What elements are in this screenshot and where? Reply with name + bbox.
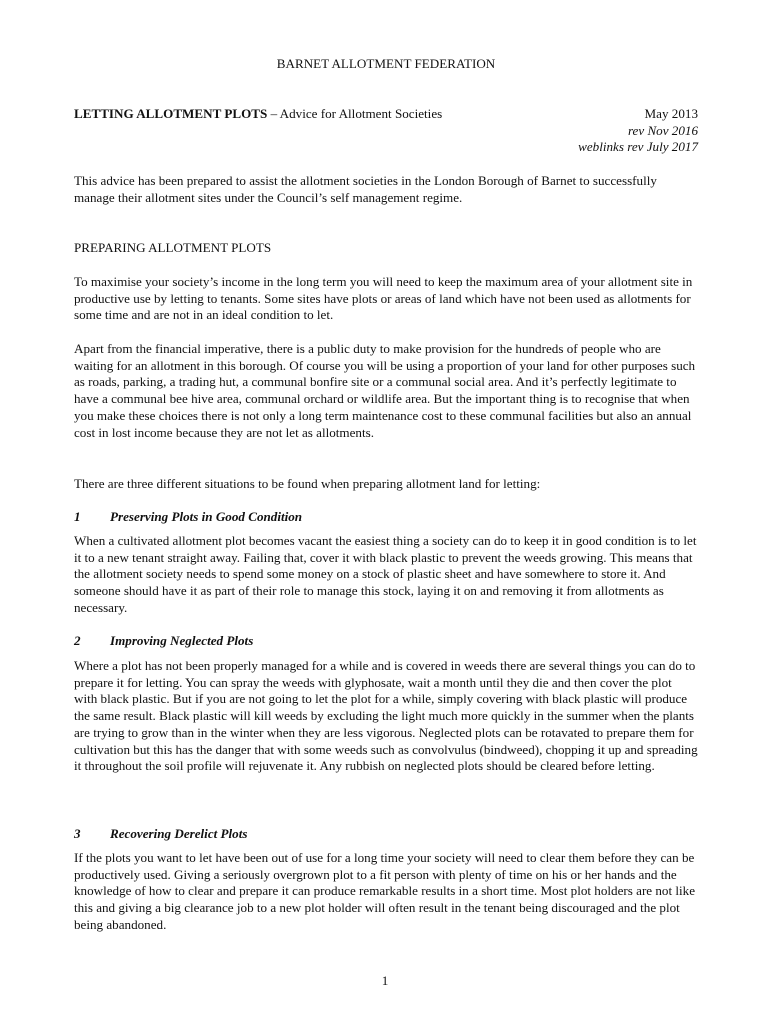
document-title-bold: LETTING ALLOTMENT PLOTS: [74, 106, 268, 121]
document-title-subtitle: – Advice for Allotment Societies: [267, 106, 443, 121]
page-number: 1: [381, 973, 389, 988]
paragraph: To maximise your society’s income in the long term you will need to keep the maximum area of your allotment site in productive use by letting to tenants. Some sites have plots or areas of land which have not been used as allotments for some time and are not in an ideal condition to let.: [74, 274, 693, 323]
subsection-title: Preserving Plots in Good Condition: [110, 509, 303, 524]
subsection-title: Improving Neglected Plots: [110, 633, 254, 648]
subsection-heading: [74, 509, 698, 526]
revision-info: [578, 106, 698, 156]
subsection-number: 1: [74, 509, 81, 524]
document-title: [74, 106, 442, 123]
section-heading: PREPARING ALLOTMENT PLOTS: [74, 240, 272, 255]
subsection-number: 2: [74, 633, 81, 648]
subsection-title: Recovering Derelict Plots: [110, 826, 248, 841]
revision-date: rev Nov 2016: [627, 122, 698, 138]
subsection-number: 3: [74, 826, 81, 841]
document-date: May 2013: [644, 106, 698, 121]
paragraph: There are three different situations to be found when preparing allotment land for letting:: [74, 476, 541, 491]
paragraph: Apart from the financial imperative, there is a public duty to make provision for the hundreds of people who are waiting for an allotment in this borough. Of course you will be using a proportion of your land for other purposes such as roads, parking, a trading hut, a communal bonfire site or a communal social area. And it’s perfectly legitimate to have a communal bee hive area, communal orchard or wildlife area. But the important thing is to recognise that when you make these choices there is not only a long term maintenance cost to these communal facilities but also an annual cost in lost income because they are not let as allotments.: [74, 341, 696, 440]
subsection-heading: [74, 633, 698, 650]
subsection-paragraph: If the plots you want to let have been out of use for a long time your society will need to clear them before they can be productively used. Giving a seriously overgrown plot to a fit person with plenty of time on his or her hands and the knowledge of how to clear and prepare it can produce remarkable results in a short time. Most plot holders are not like this and giving a big clearance job to a new plot holder will often result in the tenant being discouraged and the plot being abandoned.: [74, 850, 696, 932]
subsection-paragraph: When a cultivated allotment plot becomes vacant the easiest thing a society can do to keep it in good condition is to let it to a new tenant straight away. Failing that, cover it with black plastic to prevent the weeds growing. This means that the allotment society needs to spend some money on a stock of plastic sheet and have somewhere to store it. And someone should have it as part of their role to manage this stock, laying it on and removing it from allotments as necessary.: [74, 533, 697, 615]
subsection-heading: [74, 826, 698, 843]
org-title: BARNET ALLOTMENT FEDERATION: [276, 56, 496, 71]
weblinks-revision-date: weblinks rev July 2017: [578, 139, 698, 155]
subsection-paragraph: Where a plot has not been properly managed for a while and is covered in weeds there are several things you can do to prepare it for letting. You can spray the weeds with glyphosate, wait a month until they die and then cover the plot with black plastic. But if you are not going to let the plot for a while, simply covering with black plastic will produce the same result. Black plastic will kill weeds by excluding the light much more quickly in the summer when the plants are trying to grow than in the winter when they are less vigorous. Neglected plots can be rotavated to prepare them for cultivation but this has the danger that with some weeds such as convolvulus (bindweed), chopping it up and spreading it throughout the soil profile will rejuvenate it. Any rubbish on neglected plots should be cleared before letting.: [74, 658, 698, 774]
intro-paragraph: This advice has been prepared to assist the allotment societies in the London Borough of Barnet to successfully manage their allotment sites under the Council’s self management regime.: [74, 173, 657, 205]
